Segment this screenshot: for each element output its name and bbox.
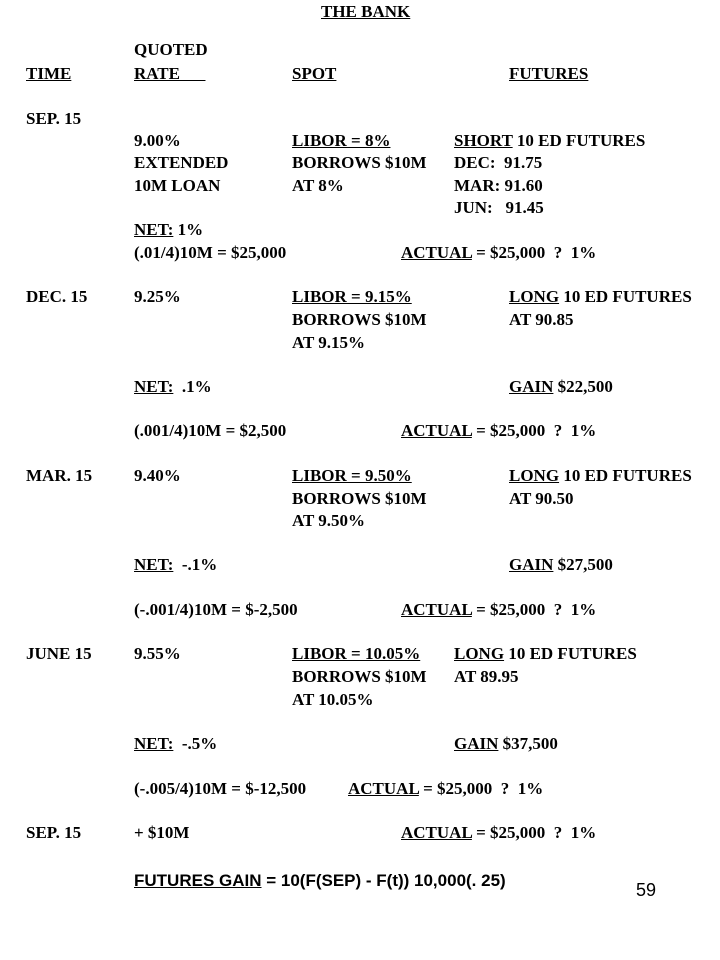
- actual-label: ACTUAL: [401, 243, 472, 262]
- long-rest: 10 ED FUTURES: [559, 466, 692, 485]
- futures-mar15: [509, 466, 692, 486]
- actual-june15: [348, 779, 543, 799]
- header-rate: RATE: [134, 64, 206, 83]
- borrows-sep15: BORROWS $10M: [292, 153, 427, 172]
- net-label: NET:: [134, 734, 174, 753]
- actual-value: = $25,000 ? 1%: [471, 243, 597, 262]
- actual-value: = $25,000 ? 1%: [471, 600, 597, 619]
- net-value: -.5%: [173, 734, 218, 753]
- libor-dec15: LIBOR = 9.15%: [292, 287, 412, 306]
- futures-sep15: [454, 131, 645, 151]
- time-june15: JUNE 15: [26, 644, 92, 663]
- long-rest: 10 ED FUTURES: [504, 644, 637, 663]
- borrows-dec15: BORROWS $10M: [292, 310, 427, 329]
- rate-mar15: 9.40%: [134, 466, 181, 485]
- net-dec15: [134, 377, 212, 397]
- libor-mar15: LIBOR = 9.50%: [292, 466, 412, 485]
- at-june15: AT 10.05%: [292, 690, 374, 709]
- short-word: SHORT: [454, 131, 513, 150]
- time-sep15: SEP. 15: [26, 109, 82, 128]
- gain-dec15: [509, 377, 613, 397]
- calc-sep15: (.01/4)10M = $25,000: [134, 243, 287, 262]
- net-label: NET:: [134, 220, 174, 239]
- calc-mar15: (-.001/4)10M = $-2,500: [134, 600, 298, 619]
- actual-sep15-final: [401, 823, 596, 843]
- net-label: NET:: [134, 555, 174, 574]
- futures-gain-formula: [134, 871, 506, 891]
- calc-dec15: (.001/4)10M = $2,500: [134, 421, 287, 440]
- actual-mar15: [401, 600, 596, 620]
- actual-label: ACTUAL: [348, 779, 419, 798]
- borrows-june15: BORROWS $10M: [292, 667, 427, 686]
- futures-june15: [454, 644, 637, 664]
- calc-june15: (-.005/4)10M = $-12,500: [134, 779, 307, 798]
- libor-sep15: LIBOR = 8%: [292, 131, 391, 150]
- formula-rest: = 10(F(SEP) - F(t)) 10,000(. 25): [261, 871, 506, 890]
- actual-value: = $25,000 ? 1%: [471, 823, 597, 842]
- header-futures: FUTURES: [509, 64, 589, 83]
- gain-june15: [454, 734, 558, 754]
- net-value: 1%: [173, 220, 204, 239]
- at-futures-dec15: AT 90.85: [509, 310, 574, 329]
- time-mar15: MAR. 15: [26, 466, 93, 485]
- gain-label: GAIN: [509, 555, 554, 574]
- libor-june15: LIBOR = 10.05%: [292, 644, 421, 663]
- net-label: NET:: [134, 377, 174, 396]
- actual-label: ACTUAL: [401, 600, 472, 619]
- net-sep15: [134, 220, 203, 240]
- at-futures-june15: AT 89.95: [454, 667, 519, 686]
- gain-value: $22,500: [553, 377, 613, 396]
- actual-label: ACTUAL: [401, 823, 472, 842]
- at-mar15: AT 9.50%: [292, 511, 366, 530]
- gain-label: GAIN: [509, 377, 554, 396]
- actual-label: ACTUAL: [401, 421, 472, 440]
- futures-jun: JUN: 91.45: [454, 198, 544, 217]
- long-word: LONG: [509, 466, 560, 485]
- long-word: LONG: [509, 287, 560, 306]
- gain-label: GAIN: [454, 734, 499, 753]
- net-june15: [134, 734, 217, 754]
- actual-dec15: [401, 421, 596, 441]
- rate-dec15: 9.25%: [134, 287, 181, 306]
- at-futures-mar15: AT 90.50: [509, 489, 574, 508]
- at-dec15: AT 9.15%: [292, 333, 366, 352]
- actual-value: = $25,000 ? 1%: [418, 779, 544, 798]
- header-quoted: QUOTED: [134, 40, 208, 59]
- rate-june15: 9.55%: [134, 644, 181, 663]
- extended-text: EXTENDED: [134, 153, 229, 172]
- page-number: 59: [636, 880, 657, 900]
- at-sep15: AT 8%: [292, 176, 344, 195]
- long-word: LONG: [454, 644, 505, 663]
- time-dec15: DEC. 15: [26, 287, 88, 306]
- header-time: TIME: [26, 64, 72, 83]
- net-value: .1%: [173, 377, 212, 396]
- net-mar15: [134, 555, 217, 575]
- futures-mar: MAR: 91.60: [454, 176, 543, 195]
- amount-sep15-final: + $10M: [134, 823, 190, 842]
- time-sep15-final: SEP. 15: [26, 823, 82, 842]
- futures-dec15: [509, 287, 692, 307]
- loan-text: 10M LOAN: [134, 176, 221, 195]
- header-spot: SPOT: [292, 64, 337, 83]
- actual-value: = $25,000 ? 1%: [471, 421, 597, 440]
- formula-label: FUTURES GAIN: [134, 871, 262, 890]
- long-rest: 10 ED FUTURES: [559, 287, 692, 306]
- futures-dec: DEC: 91.75: [454, 153, 543, 172]
- gain-mar15: [509, 555, 613, 575]
- actual-sep15: [401, 243, 596, 263]
- borrows-mar15: BORROWS $10M: [292, 489, 427, 508]
- gain-value: $27,500: [553, 555, 613, 574]
- gain-value: $37,500: [498, 734, 558, 753]
- short-rest: 10 ED FUTURES: [512, 131, 646, 150]
- page-title: THE BANK: [321, 2, 411, 21]
- rate-sep15: 9.00%: [134, 131, 181, 150]
- net-value: -.1%: [173, 555, 218, 574]
